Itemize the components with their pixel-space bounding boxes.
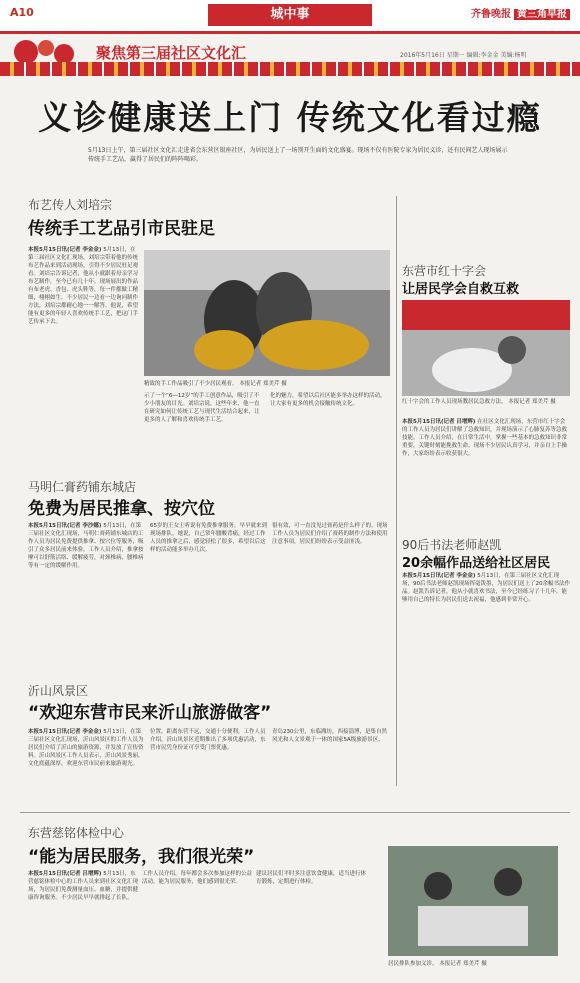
story3-col2: 65岁的王女士听说有免费推拿服务，早早就来到现场排队。她说，自己常年腰酸背痛，经过工作人员的推拿之后，感觉轻松了很多，希望以后这样的活动能多举办几次。 [150,523,268,553]
story4-title: 20余幅作品送给社区居民 [402,556,551,571]
story5-col3: 青岛230公里，东临潍坊，西接淄博，是集自然风光和人文景观于一体的国家5A级旅游景区。 [272,729,387,743]
paper-name: 齐鲁晚报 黄三角早报 [471,5,570,20]
clinic-photo-icon [388,846,558,956]
column-divider [396,196,397,786]
story1-caption: 精致的手工作品吸引了不少居民观看。 本报记者 郑美芹 摄 [144,381,287,387]
date-line: 2016年5月16日 星期一 编辑:李金金 美编:杨明 [400,52,527,59]
story1-title: 传统手工艺品引市民驻足 [28,219,215,239]
first-aid-photo-icon [402,300,570,396]
story1-kicker: 布艺传人刘培宗 [28,198,113,212]
story6-col2: 工作人员介绍，每年都会多次参加这样的公益活动，能为居民服务，他们感到很光荣。 [142,871,252,885]
section-tag: 城中事 [208,4,372,26]
story2-caption: 红十字会的工作人员现场教居民急救方法。 本报记者 郑美芹 摄 [402,399,556,405]
story6-body: 本报5月15日讯(记者 吕增辉) 5月13日，东营慈铭体检中心的工作人员来到社区文化汇现场，为居民们免费测量血压、血糖，并提供健康咨询服务。不少居民早早就排起了长队。 [28,871,138,901]
story6-title: “能为居民服务，我们很光荣” [28,847,255,867]
craft-photo-icon [144,250,390,376]
story2-body: 本报5月15日讯(记者 吕增辉) 在社区文化汇现场，东营市红十字会的工作人员为居民们讲解了急救知识，并现场演示了心肺复苏等急救技能。工作人员介绍，在日常生活中，掌握一些基本的急救知识非常重要，关键时刻能挽救生命。现场不少居民认真学习，并亲自上手操作，大家纷纷表示收获很大。 [402,419,568,457]
decorative-strip [0,62,580,76]
story6-kicker: 东营慈铭体检中心 [28,826,125,840]
story1-photo [144,250,390,376]
story1-col2: 示了一个“6—12岁”的手工创意作品，吸引了不少小朋友的目光。刘培宗说，这些年来，他一直在研究如何让传统工艺与现代生活结合起来，让更多的人了解和喜欢传统手工艺。 [144,393,260,423]
story4-body: 本报5月15日讯(记者 李金金) 5月13日，在第三届社区文化汇现场，90后书法老师赵凯现场挥毫泼墨，为居民们送上了20余幅书法作品。赵凯告诉记者，他从小就喜欢书法，至今已经练习了十几年。能够用自己的特长为居民们送去祝福，他感到非常开心。 [402,573,570,603]
story1-body: 本报5月15日讯(记者 李金金) 5月13日，在第三届社区文化汇现场，刘培宗带着他的传统布艺作品来到活动现场，引得不少居民驻足观看。刘培宗告诉记者，他从小就跟着母亲学习布艺制作，至今已有几十年。现场展出的作品有布老虎、香包、虎头鞋等，每一件都做工精细，栩栩如生。不少居民一边看一边询问制作方法，刘培宗都耐心地一一解答。他说，希望能有更多的年轻人喜欢传统手工艺，把这门手艺传承下去。 [28,247,138,325]
story2-kicker: 东营市红十字会 [402,264,487,278]
story6-photo [388,846,558,956]
story5-body: 本报5月15日讯(记者 李金金) 5月13日，在第三届社区文化汇现场，沂山风景区的工作人员为居民们介绍了沂山的旅游资源，并发放了宣传资料。沂山风景区工作人员表示，沂山风景秀丽，文化底蕴深厚，欢迎东营市民前来旅游观光。 [28,729,144,767]
story5-title: “欢迎东营市民来沂山旅游做客” [28,703,272,723]
story2-photo [402,300,570,396]
story5-kicker: 沂山风景区 [28,684,89,698]
page-header [0,0,580,32]
section-divider [20,812,570,813]
story6-caption: 居民排队参加义诊。 本报记者 郑美芹 摄 [388,961,487,967]
story2-title: 让居民学会自救互救 [402,282,520,297]
story6-col3: 建议居民们平时多注意饮食健康，适当进行体育锻炼，定期进行体检。 [256,871,366,885]
page-number: A10 [10,6,34,19]
story3-title: 免费为居民推拿、按穴位 [28,499,215,519]
story3-body: 本报5月15日讯(记者 李沙娜) 5月13日，在第三届社区文化汇现场，马明仁膏药铺东城店的工作人员为居民免费提供推拿、按穴位等服务，吸引了众多居民前来体验。工作人员介绍，推拿按摩可以舒筋活络、缓解疲劳，对颈椎病、腰椎病等有一定的缓解作用。 [28,523,144,569]
story3-col3: 很有效，可一直没见过膏药是什么样子的。现场工作人员为居民们介绍了膏药的制作方法和使用注意事项，居民们纷纷表示受益匪浅。 [272,523,388,545]
edition-label: 黄三角早报 [514,9,570,20]
banner-title: 聚焦第三届社区文化汇 [96,44,247,62]
lead-paragraph: 5月13日上午，第三届社区文化汇走进省会东营区银座社区，为居民送上了一场别开生面的文化盛宴。现场不仅有医院专家为居民义诊，还有民间艺人现场展示传统手工艺品，赢得了居民们的阵阵喝彩。 [88,147,508,163]
story1-col3: 化的魅力，希望以后社区能多举办这样的活动，让大家有更多的机会接触传统文化。 [270,393,386,407]
story4-kicker: 90后书法老师赵凯 [402,538,502,552]
story5-col2: 位置，距离东营不远，交通十分便利。工作人员介绍，沂山风景区近期推出了多项优惠活动，东营市民凭身份证可享受门票优惠。 [150,729,266,751]
story3-kicker: 马明仁膏药铺东城店 [28,480,137,494]
page-headline: 义诊健康送上门 传统文化看过瘾 [38,98,542,137]
